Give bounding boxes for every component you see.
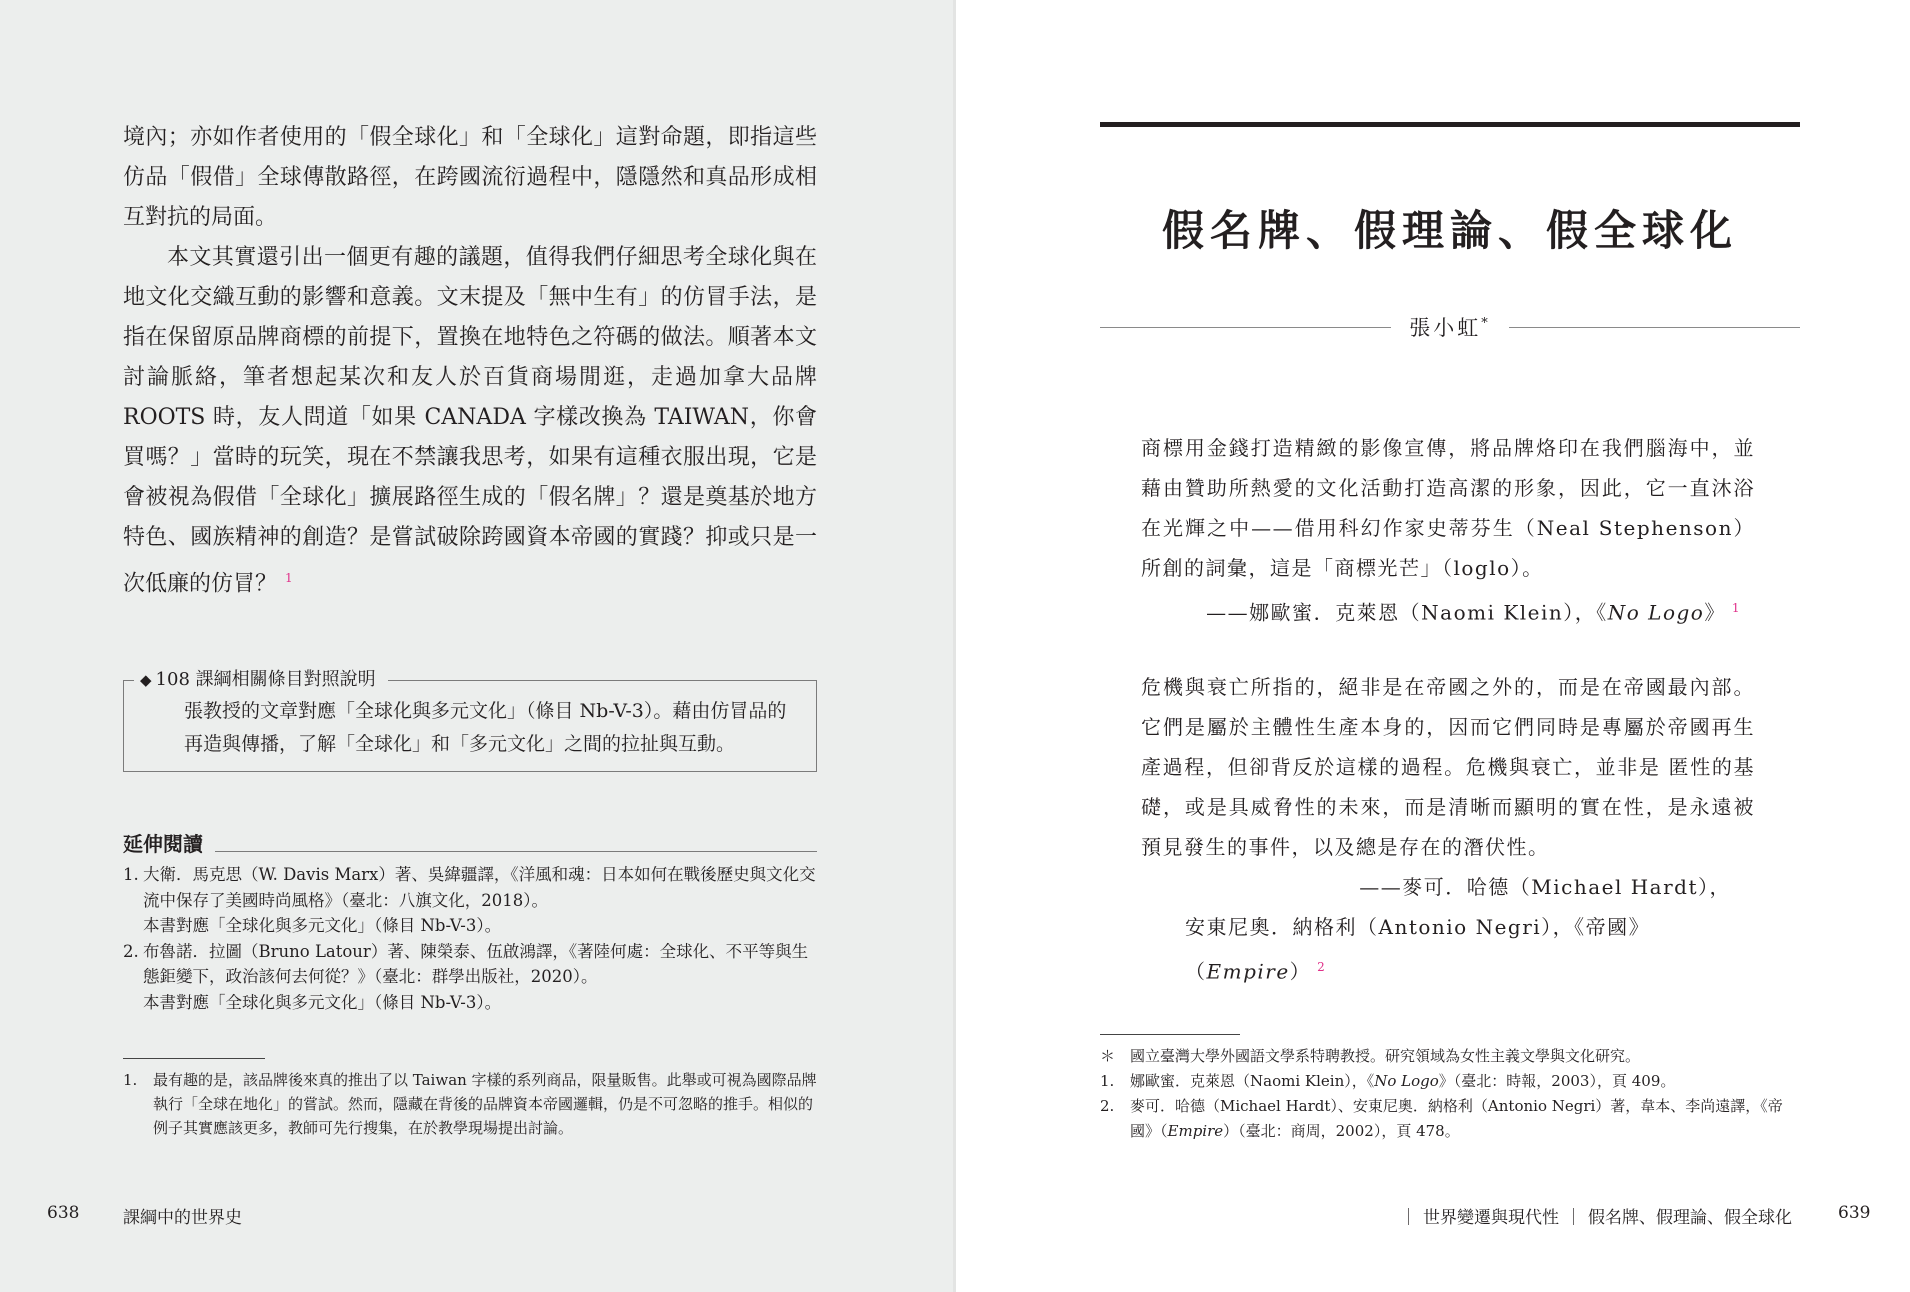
footnote-mark: 1. <box>1100 1072 1115 1090</box>
footnote <box>1100 1069 1800 1094</box>
title-top-rule <box>1100 122 1800 127</box>
reading-note: 本書對應「全球化與多元文化」（條目 Nb-V-3）。 <box>143 916 502 935</box>
curriculum-box-title <box>134 668 388 692</box>
footnote-ref[interactable]: 2 <box>1317 960 1327 974</box>
attribution-suffix: ） <box>1289 959 1312 984</box>
book-title: Empire <box>1167 1122 1224 1140</box>
separator: ｜ <box>1400 1208 1417 1228</box>
book-title: No Logo <box>1607 600 1705 625</box>
footnote-rule <box>123 1058 265 1059</box>
epigraph-attribution <box>1141 867 1755 907</box>
footnote-text-suffix: ）（臺北：商周，2002），頁 478。 <box>1223 1122 1460 1140</box>
left-body-text <box>123 118 817 604</box>
byline-rule-right <box>1509 327 1800 328</box>
heading-rule <box>215 851 817 852</box>
body-paragraph <box>123 238 817 604</box>
reading-number: 2. <box>123 941 139 961</box>
running-head-chapter: 假名牌、假理論、假全球化 <box>1588 1208 1792 1228</box>
footnote-text: 麥可．哈德（Michael Hardt）、安東尼奧．納格利（Antonio Negri）著，韋本、李尚遠譯，《帝國》（ <box>1130 1097 1783 1140</box>
footnote-ref[interactable]: 1 <box>1731 601 1741 615</box>
book-gutter <box>953 0 956 1292</box>
byline-rule-left <box>1100 327 1391 328</box>
running-head-right <box>1394 1203 1792 1228</box>
reading-citation: 布魯諾．拉圖（Bruno Latour）著、陳榮泰、伍啟鴻譯，《著陸何處：全球化、不平等與生態鉅變下，政治該何去何從？》（臺北：群學出版社，2020）。 <box>143 941 809 986</box>
book-title: Empire <box>1206 959 1290 984</box>
running-head-left: 課綱中的世界史 <box>123 1208 242 1228</box>
reading-note: 本書對應「全球化與多元文化」（條目 Nb-V-3）。 <box>143 992 502 1012</box>
left-footnotes <box>123 1068 817 1140</box>
epigraph-text: 商標用金錢打造精緻的影像宣傳，將品牌烙印在我們腦海中，並藉由贊助所熱愛的文化活動打造高潔的形象，因此，它一直沐浴在光輝之中——借用科幻作家史蒂芬生（Neal Stephenson）所創的詞彙，這是「商標光芒」（loglo）。 <box>1141 436 1755 580</box>
attribution-text: ——娜歐蜜．克萊恩（Naomi Klein），《 <box>1206 600 1608 625</box>
curriculum-title-text: 108 課綱相關條目對照說明 <box>155 669 376 690</box>
further-reading-header <box>123 828 817 858</box>
attribution-suffix: 》 <box>1704 600 1726 625</box>
body-paragraph-text: 本文其實還引出一個更有趣的議題，值得我們仔細思考全球化與在地文化交織互動的影響和意義。文末提及「無中生有」的仿冒手法，是指在保留原品牌商標的前提下，置換在地特色之符碼的做法。順著本文討論脈絡，筆者想起某次和友人於百貨商場閒逛，走過加拿大品牌 ROOTS 時，友人問道「如果 CANADA 字樣改換為 TAIWAN，你會買嗎？」當時的玩笑，現在不禁讓我思考，如果有這種衣服出現，它是會被視為假借「全球化」擴展路徑生成的「假名牌」？還是奠基於地方特色、國族精神的創造？是嘗試破除跨國資本帝國的實踐？抑或只是一次低廉的仿冒？ <box>123 245 817 597</box>
attribution-text: 安東尼奧．納格利（Antonio Negri），《帝國》（ <box>1185 915 1651 984</box>
footnote-ref[interactable]: 1 <box>285 571 293 585</box>
right-footnotes <box>1100 1044 1800 1144</box>
footnote-text-suffix: 》（臺北：時報，2003），頁 409。 <box>1438 1072 1676 1090</box>
footnote <box>123 1068 817 1140</box>
running-head-section: 世界變遷與現代性 <box>1423 1208 1559 1228</box>
reading-number: 1. <box>123 865 139 884</box>
footnote-text: 娜歐蜜．克萊恩（Naomi Klein），《 <box>1130 1072 1375 1090</box>
author-name-text: 張小虹 <box>1409 316 1482 340</box>
footnote-mark: 2. <box>1100 1097 1115 1115</box>
separator: ｜ <box>1565 1208 1582 1228</box>
epigraph-attribution <box>1141 907 1755 992</box>
author-byline <box>1100 312 1800 342</box>
epigraph <box>1141 428 1755 633</box>
footnote-mark: ＊ <box>1100 1047 1116 1065</box>
footnote-rule <box>1100 1034 1240 1035</box>
book-title: No Logo <box>1374 1072 1439 1090</box>
page-number-left: 638 <box>47 1203 80 1223</box>
author-name <box>1391 312 1509 342</box>
body-paragraph: 境內；亦如作者使用的「假全球化」和「全球化」這對命題，即指這些仿品「假借」全球傳散路徑，在跨國流衍過程中，隱隱然和真品形成相互對抗的局面。 <box>123 125 817 230</box>
reading-citation: 大衛．馬克思（W. Davis Marx）著、吳緯疆譯，《洋風和魂：日本如何在戰後歷史與文化交流中保存了美國時尚風格》（臺北：八旗文化，2018）。 <box>143 865 816 910</box>
author-footnote-mark[interactable]: * <box>1481 316 1491 331</box>
further-reading-list <box>123 862 817 1015</box>
diamond-icon: ◆ <box>140 671 152 689</box>
page-number-right: 639 <box>1838 1203 1871 1223</box>
epigraph <box>1141 667 1755 992</box>
footnote-number: 1. <box>123 1071 138 1089</box>
epigraph-text: 危機與衰亡所指的，絕非是在帝國之外的，而是在帝國最內部。它們是屬於主體性生產本身的，因而它們同時是專屬於帝國再生產過程，但卻背反於這樣的過程。危機與衰亡，並非是 匿性的基礎，或是具威脅性的未來，而是清晰而顯明的實在性，是永遠被預見發生的事件，以及總是存在的潛伏性。 <box>1141 675 1755 859</box>
curriculum-box-body: 張教授的文章對應「全球化與多元文化」（條目 Nb-V-3）。藉由仿冒品的再造與傳播，了解「全球化」和「多元文化」之間的拉扯與互動。 <box>184 700 787 755</box>
article-title: 假名牌、假理論、假全球化 <box>1161 206 1738 255</box>
footnote-text: 國立臺灣大學外國語文學系特聘教授。研究領域為女性主義文學與文化研究。 <box>1130 1047 1641 1065</box>
curriculum-reference-box <box>123 669 817 772</box>
epigraph-attribution <box>1141 588 1755 633</box>
reading-item <box>123 862 817 939</box>
footnote <box>1100 1094 1800 1144</box>
footnote <box>1100 1044 1800 1069</box>
further-reading-title: 延伸閱讀 <box>123 832 203 856</box>
reading-item <box>123 939 817 1016</box>
attribution-text: ——麥可．哈德（Michael Hardt）， <box>1359 875 1731 899</box>
footnote-text: 最有趣的是，該品牌後來真的推出了以 Taiwan 字樣的系列商品，限量販售。此舉或可視為國際品牌執行「全球在地化」的嘗試。然而，隱藏在背後的品牌資本帝國邏輯，仍是不可忽略的推手。相似的例子其實應該更多，教師可先行搜集，在於教學現場提出討論。 <box>153 1071 817 1137</box>
